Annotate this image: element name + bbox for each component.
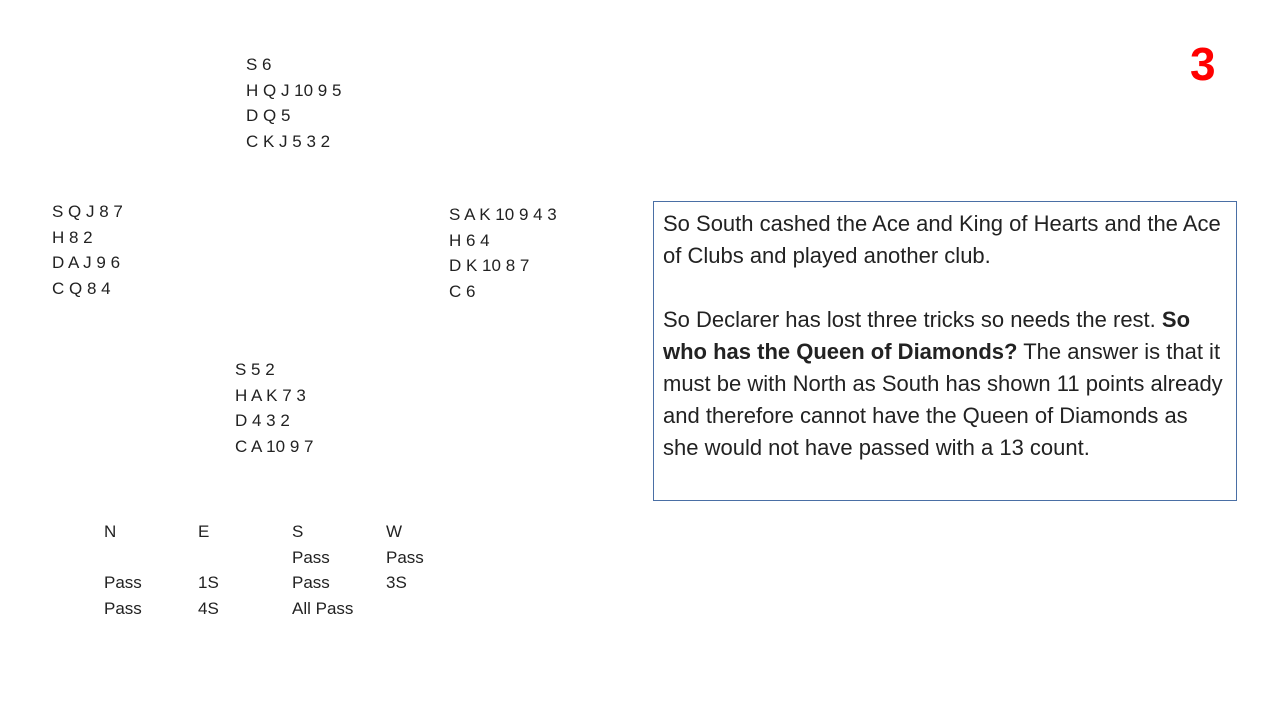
bidding-table [104,519,466,621]
south-diamonds: D 4 3 2 [235,411,290,430]
header-west: W [386,522,403,541]
west-hearts: H 8 2 [52,227,93,247]
header-north: N [104,522,117,541]
south-spades: S 5 2 [235,360,275,379]
bid-cell: All Pass [292,598,354,618]
south-hand [235,357,313,459]
east-spades: S A K 10 9 4 3 [449,205,557,224]
west-spades: S Q J 8 7 [52,202,123,221]
west-diamonds: D A J 9 6 [52,253,121,272]
bid-cell: Pass [104,598,142,618]
west-hand [52,199,123,301]
south-clubs: C A 10 9 7 [235,436,314,456]
south-hearts: H A K 7 3 [235,385,306,405]
header-south: S [292,522,304,541]
header-east: E [198,522,210,541]
bid-cell: 1S [198,573,219,592]
bid-cell: Pass [292,547,330,567]
bidding-row [104,545,466,571]
explanation-answer: The answer is that it must be with North as South has shown 11 points already and therefore cannot have the Queen of Diamonds as she would not have passed with a 13 count. [663,339,1223,460]
bid-cell: Pass [292,573,330,592]
north-hearts: H Q J 10 9 5 [246,80,342,100]
explanation-lead: So Declarer has lost three tricks so needs the rest. [663,307,1156,332]
north-hand [246,52,341,154]
bidding-header-row [104,519,466,545]
bidding-row [104,596,466,622]
explanation-paragraph-2 [663,304,1227,464]
east-clubs: C 6 [449,281,476,301]
paragraph-gap [663,272,1227,304]
bid-cell [198,545,292,571]
bid-cell [386,596,466,622]
explanation-paragraph-1: So South cashed the Ace and King of Hearts and the Ace of Clubs and played another club. [663,211,1221,268]
bid-cell: 3S [386,573,407,592]
east-hand [449,202,557,304]
explanation-box [653,201,1237,501]
north-clubs: C K J 5 3 2 [246,131,331,151]
bid-cell: 4S [198,598,219,618]
bid-cell [104,545,198,571]
explanation-question: So who has the Queen of Diamonds? [663,307,1191,364]
bid-cell: Pass [104,573,142,592]
bidding-row [104,570,466,596]
north-diamonds: D Q 5 [246,106,291,125]
east-hearts: H 6 4 [449,230,490,250]
north-spades: S 6 [246,55,272,74]
west-clubs: C Q 8 4 [52,278,111,298]
bid-cell: Pass [386,547,424,567]
slide-number: 3 [1190,38,1216,90]
east-diamonds: D K 10 8 7 [449,256,530,275]
